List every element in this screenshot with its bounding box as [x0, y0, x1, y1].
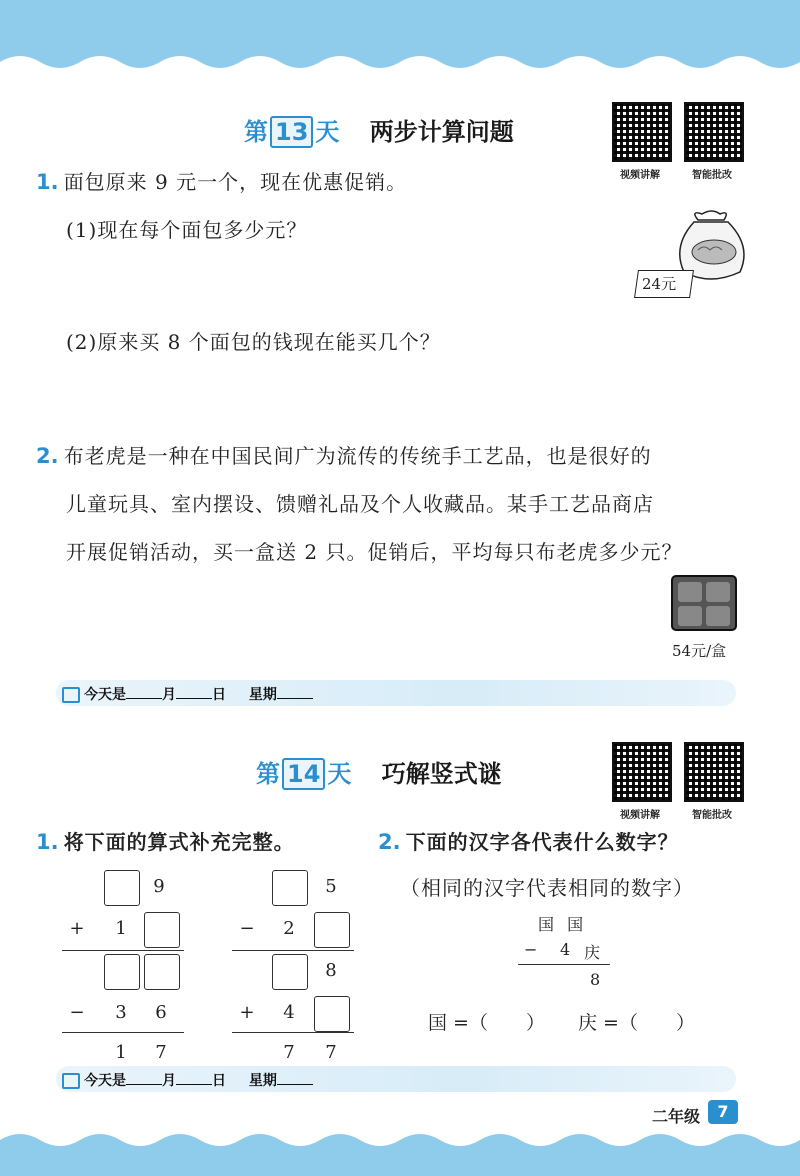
riddle-result: 8	[590, 970, 601, 989]
day14-title: 第 14 天 巧解竖式谜	[256, 760, 502, 788]
day13-question-1: 1. 面包原来 9 元一个，现在优惠促销。	[36, 170, 408, 194]
riddle-op: −	[524, 940, 538, 959]
puzzle-left-digit: 9	[153, 876, 165, 897]
puzzle-right-box-2[interactable]	[314, 912, 350, 948]
puzzle-right-box-4[interactable]	[314, 996, 350, 1032]
day13-topic: 两步计算问题	[369, 118, 514, 146]
puzzle-left-digit: 7	[155, 1042, 167, 1063]
puzzle-left-box-1[interactable]	[104, 870, 140, 906]
puzzle-right-box-1[interactable]	[272, 870, 308, 906]
puzzle-right-line-2	[232, 1032, 354, 1033]
answer-qing[interactable]: 庆 =（ ）	[578, 1012, 695, 1034]
day13-q2-line3: 开展促销活动，买一盒送 2 只。促销后，平均每只布老虎多少元？	[66, 540, 683, 564]
puzzle-right-op-plus: +	[239, 1002, 255, 1023]
bottom-decorative-band	[0, 1120, 800, 1176]
puzzle-left-digit: 1	[115, 918, 127, 939]
qr-code-grading-2[interactable]	[684, 742, 744, 802]
qr-code-video[interactable]	[612, 102, 672, 162]
puzzle-left-box-4[interactable]	[144, 954, 180, 990]
qr-label-video-2: 视频讲解	[620, 810, 660, 821]
day13-q1-sub1: (1)现在每个面包多少元？	[66, 218, 308, 242]
day14-question-1: 1. 将下面的算式补充完整。	[36, 830, 295, 854]
puzzle-right-digit: 8	[325, 960, 337, 981]
day14-topic: 巧解竖式谜	[381, 760, 502, 788]
day13-number: 13	[270, 116, 313, 148]
puzzle-right-digit: 4	[283, 1002, 295, 1023]
top-decorative-band	[0, 0, 800, 80]
grade-label: 二年级	[652, 1107, 701, 1126]
price-tag-text: 24元	[642, 275, 677, 293]
puzzle-left-box-3[interactable]	[104, 954, 140, 990]
day13-date-line: 今天是 月 日 星期	[62, 684, 313, 704]
puzzle-left-digit: 3	[115, 1002, 127, 1023]
day13-q1-sub2: (2)原来买 8 个面包的钱现在能买几个？	[66, 330, 441, 354]
qr-label-grading: 智能批改	[692, 170, 732, 181]
page-number: 7	[708, 1100, 738, 1124]
puzzle-left-box-2[interactable]	[144, 912, 180, 948]
qr-label-grading-2: 智能批改	[692, 810, 732, 821]
tiger-box-price: 54元/盒	[672, 642, 727, 660]
day14-date-line: 今天是 月 日 星期	[62, 1070, 313, 1090]
puzzle-left-digit: 1	[115, 1042, 127, 1063]
riddle-char: 庆	[584, 943, 601, 962]
day14-question-2: 2. 下面的汉字各代表什么数字？	[378, 830, 679, 854]
qr-code-grading[interactable]	[684, 102, 744, 162]
qr-code-video-2[interactable]	[612, 742, 672, 802]
puzzle-left-op-plus: +	[69, 918, 85, 939]
puzzle-right-digit: 5	[325, 876, 337, 897]
puzzle-right-digit: 7	[283, 1042, 295, 1063]
puzzle-right-box-3[interactable]	[272, 954, 308, 990]
puzzle-left-op-minus: −	[69, 1002, 85, 1023]
riddle-digit: 4	[560, 940, 571, 959]
puzzle-right-op-minus: −	[239, 918, 255, 939]
riddle-line	[518, 964, 610, 965]
puzzle-right-line-1	[232, 950, 354, 951]
answer-guo[interactable]: 国 =（ ）	[428, 1012, 545, 1034]
day13-title: 第 13 天 两步计算问题	[244, 118, 514, 146]
puzzle-left-line-1	[62, 950, 184, 951]
puzzle-right-digit: 2	[283, 918, 295, 939]
day13-question-2: 2. 布老虎是一种在中国民间广为流传的传统手工艺品，也是很好的	[36, 444, 652, 468]
day14-number: 14	[282, 758, 325, 790]
riddle-top-row: 国 国	[538, 915, 588, 934]
calendar-icon	[62, 1073, 80, 1089]
day13-q2-line2: 儿童玩具、室内摆设、馈赠礼品及个人收藏品。某手工艺品商店	[66, 492, 654, 516]
tiger-box-icon	[668, 572, 740, 634]
qr-label-video: 视频讲解	[620, 170, 660, 181]
calendar-icon	[62, 687, 80, 703]
puzzle-left-line-2	[62, 1032, 184, 1033]
puzzle-right-digit: 7	[325, 1042, 337, 1063]
day14-q2-hint: （相同的汉字代表相同的数字）	[400, 876, 694, 900]
puzzle-left-digit: 6	[155, 1002, 167, 1023]
